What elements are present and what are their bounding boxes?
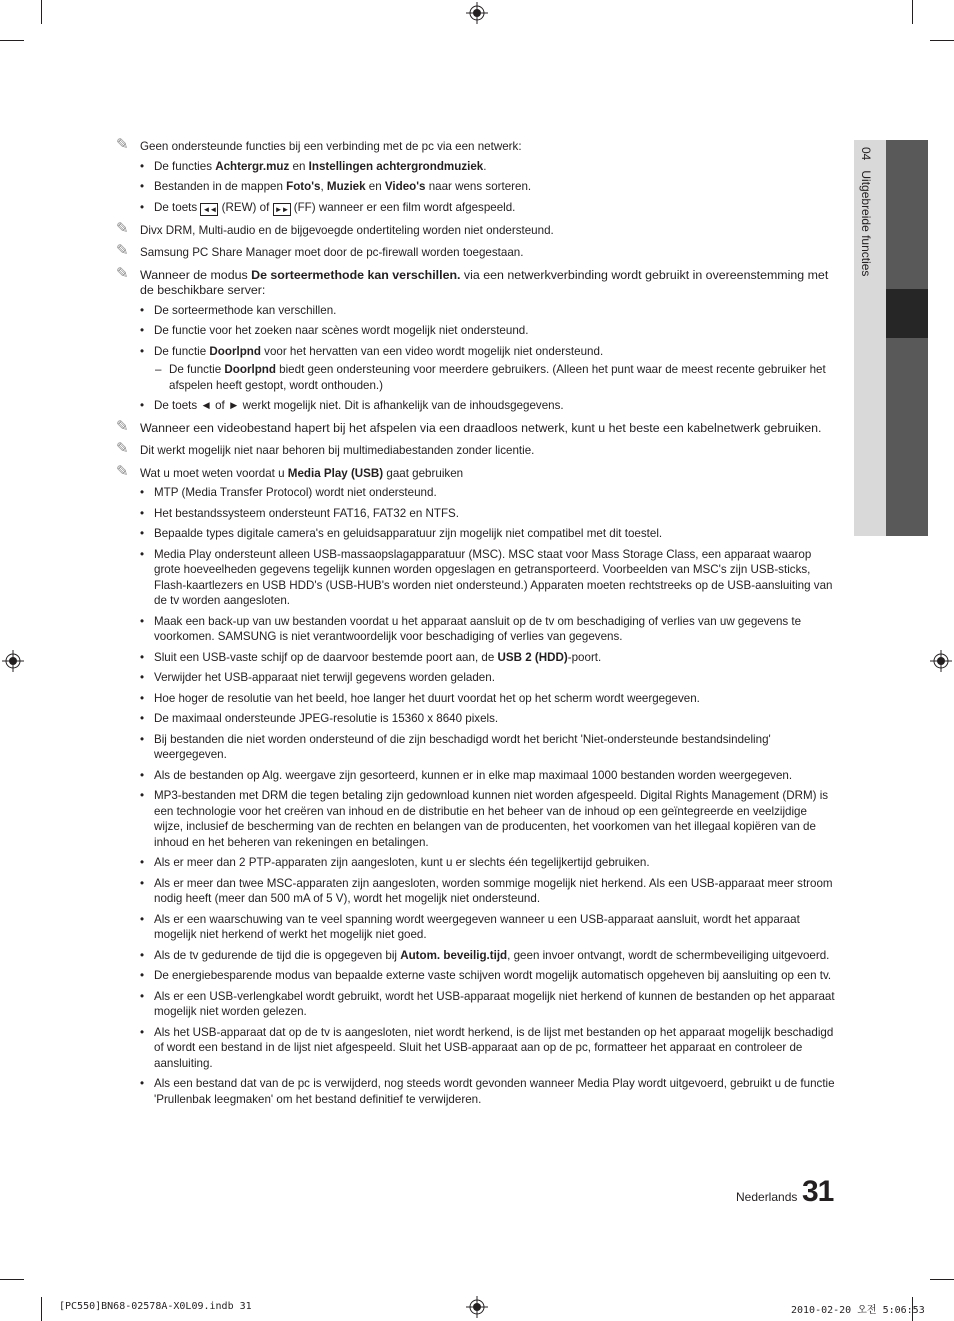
text: Als er meer dan 2 PTP-apparaten zijn aangesloten, kunt u er slechts één tegelijkertijd gebruiken. [154,856,650,869]
text: De functies [154,159,216,173]
list-item [116,547,836,609]
text: Als er een USB-verlengkabel wordt gebruikt, wordt het USB-apparaat mogelijk niet herkend of kunnen de bestanden op het apparaat mogelijk niet worden gelezen. [154,989,835,1018]
text: Media Play ondersteunt alleen USB-massaopslagapparatuur (MSC). MSC staat voor Mass Storage Class, een apparaat waarop grote hoeveelheden gegevens tegelijk kunnen worden opgeslagen en getransporteerd. Voorbeelden van MSC's zijn USB-sticks, Flash-kaartlezers en USB HDD's (USB-HUB's worden niet ondersteund.) Apparaten moeten rechtstreeks op de USB-aansluiting van de tv worden aangesloten. [154,547,833,607]
note [116,219,836,239]
text: Bestanden in de mappen [154,180,287,193]
list-item [116,344,836,360]
sub-list-item [116,362,836,393]
note-pencil-icon: ✎ [116,136,129,153]
text: Als de bestanden op Alg. weergave zijn gesorteerd, kunnen er in elke map maximaal 1000 bestanden worden weergegeven. [154,768,793,782]
bullet-icon: • [140,732,145,746]
rew-button-icon: ◄◄ [200,203,218,216]
text: Verwijder het USB-apparaat niet terwijl gegevens worden geladen. [154,671,495,684]
list-item [116,1025,836,1072]
menu-term: De sorteermethode kan verschillen. [251,267,461,282]
note-pencil-icon: ✎ [116,440,129,457]
crop-mark [41,0,42,24]
list-item [116,855,836,871]
text: , [320,180,327,193]
text: . [483,159,487,173]
list-item [116,323,836,339]
bullet-icon: • [140,324,145,337]
bullet-icon: • [140,344,145,358]
bullet-icon: • [140,768,145,782]
note-pencil-icon: ✎ [116,242,129,259]
bullet-icon: • [140,671,145,684]
imprint-file: [PC550]BN68-02578A-X0L09.indb 31 [59,1301,252,1312]
bullet-icon: • [140,948,145,962]
registration-mark-icon [2,650,24,672]
note-text: Geen ondersteunde functies bij een verbinding met de pc via een netwerk: [140,140,522,153]
note-pencil-icon: ✎ [116,462,129,480]
bullet-icon: • [140,650,145,664]
text: naar wens sorteren. [425,180,532,193]
bullet-icon: • [140,856,145,869]
note-pencil-icon: ✎ [116,219,129,237]
text: (FF) wanneer er een film wordt afgespeeld. [290,200,516,214]
text: Als de tv gedurende de tijd die is opgegeven bij [154,948,401,962]
list-item [116,968,836,984]
bullet-icon: • [140,912,145,926]
note [116,462,836,482]
text: Het bestandssysteem ondersteunt FAT16, FAT32 en NTFS. [154,506,460,520]
note [116,136,836,155]
text: en [365,180,385,193]
list-item [116,398,836,414]
list-item [116,200,836,216]
bullet-icon: • [140,969,145,982]
note [116,417,836,437]
note [116,242,836,261]
bullet-list [116,303,836,414]
text: De toets [154,200,201,214]
chapter-tab-marker [886,289,928,338]
usb-bullet-list [116,485,836,1107]
list-item [116,711,836,727]
bullet-icon: • [140,691,145,705]
text: Als er een waarschuwing van te veel spanning wordt weergegeven wanneer u een USB-apparaat aansluit, wordt het apparaat mogelijk niet herkend of werkt het mogelijk niet goed. [154,912,800,941]
text: De maximaal ondersteunde JPEG-resolutie is 15360 x 8640 pixels. [154,712,499,725]
menu-term: Video's [384,180,426,193]
text: Wanneer de modus [140,267,252,282]
text: MTP (Media Transfer Protocol) wordt niet ondersteund. [154,486,437,499]
text: en [289,159,309,173]
note-text: Samsung PC Share Manager moet door de pc-firewall worden toegestaan. [140,246,524,259]
page-content [116,136,836,1114]
bullet-icon: • [140,712,145,725]
menu-term: Instellingen achtergrondmuziek [308,159,484,173]
bullet-icon: • [140,159,145,173]
registration-mark-icon [466,2,488,24]
list-item [116,614,836,645]
text: De functie voor het zoeken naar scènes wordt mogelijk niet ondersteund. [154,324,529,337]
chapter-tab-label [859,147,873,276]
bullet-icon: • [140,303,145,317]
text: via een netwerkverbinding wordt gebruikt in overeenstemming met de beschikbare server: [140,267,829,297]
bullet-list [116,159,836,216]
note-text: Dit werkt mogelijk niet naar behoren bij multimediabestanden zonder licentie. [140,444,535,457]
list-item [116,876,836,907]
bullet-icon: • [140,180,145,193]
crop-mark [0,1279,24,1280]
ff-button-icon: ►► [273,203,291,216]
note [116,264,836,299]
text: De energiebesparende modus van bepaalde externe vaste schijven wordt mogelijk automatisch opgeheven bij aansluiting op een tv. [154,969,832,982]
list-item [116,691,836,707]
list-item [116,788,836,850]
dash-icon: – [155,363,162,376]
chapter-title: Uitgebreide functies [859,170,873,277]
bullet-icon: • [140,989,145,1003]
menu-term: USB 2 (HDD) [497,650,568,664]
text: De functie [154,344,210,358]
text: De functie [169,363,225,376]
text: Bij bestanden die niet worden ondersteund of die zijn beschadigd wordt het bericht 'Niet-ondersteunde bestandsindeling' weergegeven. [154,732,771,761]
text: MP3-bestanden met DRM die tegen betaling zijn gedownload kunnen niet worden afgespeeld. Digital Rights Management (DRM) is een technologie voor het creëren van inhoud en de distributie en het beheer van de inhoud op een geïntegreerde en veelzijdige wijze, inclusief de bescherming van de rechten en belangen van de producenten, het voorkomen van het illegaal kopiëren van de inhoud en het beheren van rekeningen en betalingen. [154,789,829,849]
registration-mark-icon [466,1296,488,1318]
bullet-icon: • [140,1025,145,1039]
bullet-icon: • [140,789,145,802]
text: De toets ◄ of ► werkt mogelijk niet. Dit is afhankelijk van de inhoudsgegevens. [154,399,564,412]
text: Als er meer dan twee MSC-apparaten zijn aangesloten, worden sommige mogelijk niet herkend. Als een USB-apparaat meer stroom nodig heeft (meer dan 500 mA of 5 V), wordt het mogelijk niet ondersteund. [154,876,833,905]
footer-language: Nederlands [736,1190,798,1204]
menu-term: Muziek [326,180,366,193]
text: Hoe hoger de resolutie van het beeld, hoe langer het duurt voordat het op het scherm wordt weergegeven. [154,691,700,705]
text: Als een bestand dat van de pc is verwijderd, nog steeds wordt gevonden wanneer Media Play wordt uitgevoerd, gebruikt u de functie 'Prullenbak leegmaken' om het bestand definitief te verwijderen. [154,1077,835,1106]
menu-term: Media Play (USB) [287,466,384,480]
bullet-icon: • [140,547,145,561]
list-item [116,989,836,1020]
list-item [116,159,836,175]
text: gaat gebruiken [383,466,464,480]
note-text: Wanneer een videobestand hapert bij het afspelen via een draadloos netwerk, kunt u het beste een kabelnetwerk gebruiken. [140,420,822,435]
text: Bepaalde types digitale camera's en geluidsapparatuur zijn mogelijk niet compatibel met dit toestel. [154,527,663,540]
list-item [116,912,836,943]
list-item [116,732,836,763]
bullet-icon: • [140,200,145,214]
crop-mark [41,1297,42,1321]
text: (REW) of [218,200,273,214]
list-item [116,485,836,501]
text: voor het hervatten van een video wordt mogelijk niet ondersteund. [260,344,604,358]
chapter-tab-dark [886,140,928,536]
bullet-icon: • [140,399,145,412]
crop-mark [912,0,913,24]
text: Maak een back-up van uw bestanden voordat u het apparaat aansluit op de tv om beschadiging of verlies van uw gegevens te voorkomen. SAMSUNG is niet verantwoordelijk voor beschadiging of verlies van gegevens. [154,614,802,643]
text: Als het USB-apparaat dat op de tv is aangesloten, niet wordt herkend, is de lijst met bestanden op het apparaat mogelijk beschadigd of wordt een bestand in de lijst niet afgespeeld. Sluit het USB-apparaat aan op de pc, formatteer het apparaat en controleer de aansluiting. [154,1025,834,1070]
imprint-timestamp: 2010-02-20 오전 5:06:53 [791,1305,925,1316]
bullet-icon: • [140,876,145,890]
text: Sluit een USB-vaste schijf op de daarvoor bestemde poort aan, de [154,650,498,664]
bullet-icon: • [140,486,145,499]
crop-mark [930,1279,954,1280]
text: Wat u moet weten voordat u [140,466,288,480]
crop-mark [930,40,954,41]
bullet-icon: • [140,506,145,520]
bullet-icon: • [140,1077,145,1090]
bullet-icon: • [140,614,145,628]
list-item [116,650,836,666]
list-item [116,1076,836,1107]
text: De sorteermethode kan verschillen. [154,303,337,317]
page-number: 31 [802,1175,834,1208]
list-item [116,948,836,964]
text: , geen invoer ontvangt, wordt de schermbeveiliging uitgevoerd. [507,948,830,962]
note-pencil-icon: ✎ [116,264,129,282]
note-pencil-icon: ✎ [116,417,129,435]
chapter-number: 04 [859,147,873,161]
list-item [116,526,836,542]
registration-mark-icon [930,650,952,672]
text: -poort. [567,650,602,664]
menu-term: Doorlpnd [209,344,261,358]
menu-term: Autom. beveilig.tijd [400,948,508,962]
note-text: Divx DRM, Multi-audio en de bijgevoegde ondertiteling worden niet ondersteund. [140,223,554,237]
list-item [116,670,836,686]
menu-term: Foto's [286,180,321,193]
list-item [116,303,836,319]
menu-term: Achtergr.muz [215,159,290,173]
list-item [116,506,836,522]
list-item [116,179,836,195]
bullet-icon: • [140,527,145,540]
list-item [116,768,836,784]
note [116,440,836,459]
menu-term: Doorlpnd [224,363,276,376]
crop-mark [0,40,24,41]
text: biedt geen ondersteuning voor meerdere gebruikers. (Alleen het punt waar de meest recente gebruiker het afspelen heeft gestopt, wordt onthouden.) [169,363,826,392]
